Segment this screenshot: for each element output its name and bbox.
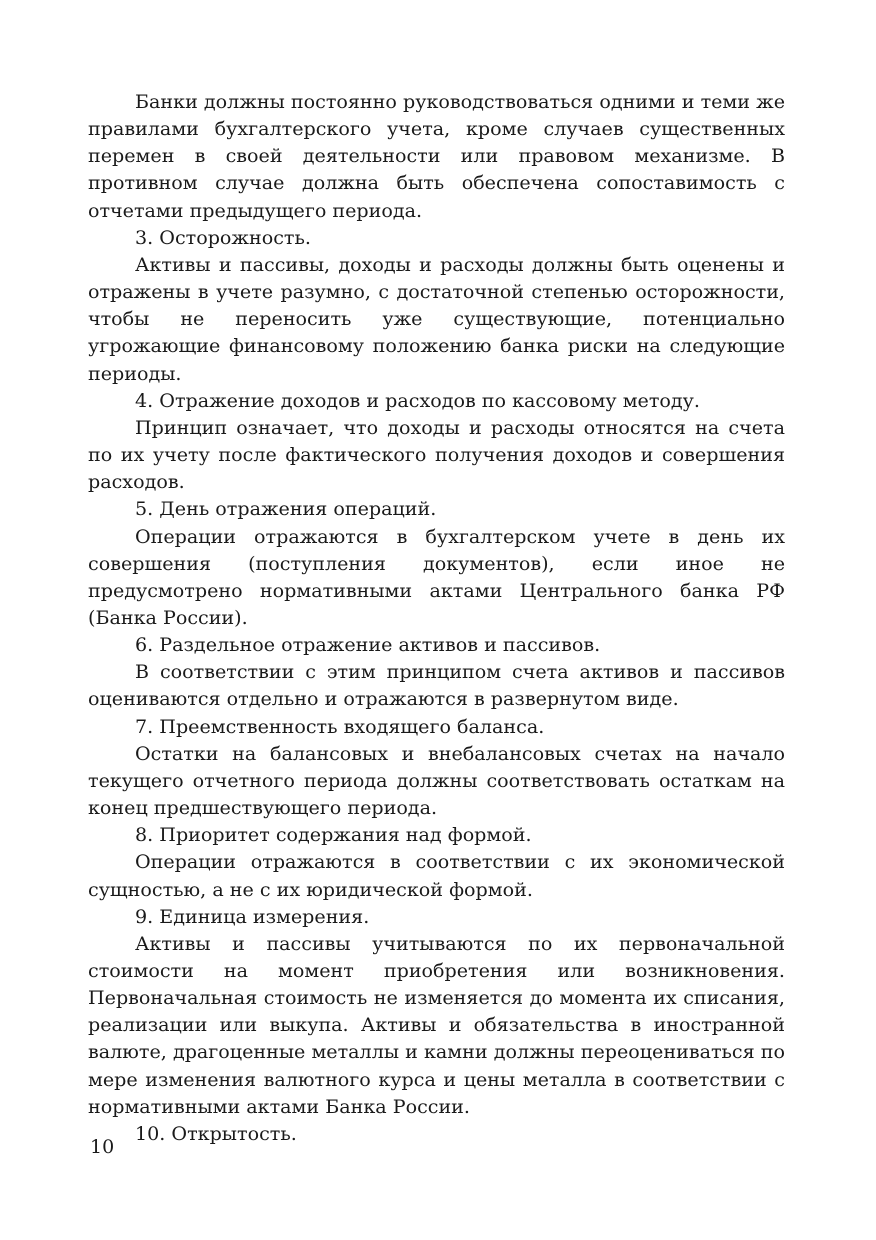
heading-cash-method: 4. Отражение доходов и расходов по кассовому методу. — [135, 388, 700, 412]
heading-separate-reflection: 6. Раздельное отражение активов и пассивов. — [135, 633, 601, 657]
paragraph-consistency: Банки должны постоянно руководствоваться одними и теми же правилами бухгалтерского учета, кроме случаев существенных перемен в своей деятельности или правовом механизме. В противном случае должна быть обеспечена сопоставимость с отчетами предыдущего периода. — [88, 90, 785, 222]
paragraph-separate-reflection: В соответствии с этим принципом счета активов и пассивов оцениваются отдельно и отражаются в развернутом виде. — [88, 660, 785, 711]
page-text — [88, 88, 785, 1147]
heading-openness: 10. Открытость. — [135, 1121, 297, 1145]
paragraph-substance-over-form: Операции отражаются в соответствии с их экономической сущностью, а не с их юридической формой. — [88, 850, 785, 901]
paragraph-measurement-unit: Активы и пассивы учитываются по их первоначальной стоимости на момент приобретения или возникновения. Первоначальная стоимость не изменяется до момента их списания, реализации или выкупа. Активы и обязательства в иностранной валюте, драгоценные металлы и камни должны переоцениваться по мере изменения валютного курса и цены металла в соответствии с нормативными актами Банка России. — [88, 931, 785, 1118]
paragraph-cash-method: Принцип означает, что доходы и расходы относятся на счета по их учету после фактического получения доходов и совершения расходов. — [88, 415, 785, 494]
paragraph-opening-balance: Остатки на балансовых и внебалансовых счетах на начало текущего отчетного периода должны соответствовать остаткам на конец предшествующего периода. — [88, 741, 785, 820]
heading-operations-day: 5. День отражения операций. — [135, 497, 437, 521]
paragraph-operations-day: Операции отражаются в бухгалтерском учете в день их совершения (поступления документов), если иное не предусмотрено нормативными актами Центрального банка РФ (Банка России). — [88, 524, 785, 629]
heading-opening-balance: 7. Преемственность входящего баланса. — [135, 714, 545, 738]
heading-prudence: 3. Осторожность. — [135, 225, 311, 249]
paragraph-prudence: Активы и пассивы, доходы и расходы должны быть оценены и отражены в учете разумно, с достаточной степенью осторожности, чтобы не переносить уже существующие, потенциально угрожающие финансовому положению банка риски на следующие периоды. — [88, 252, 785, 385]
heading-measurement-unit: 9. Единица измерения. — [135, 904, 370, 928]
heading-substance-over-form: 8. Приоритет содержания над формой. — [135, 823, 532, 847]
page-number: 10 — [90, 1136, 115, 1158]
